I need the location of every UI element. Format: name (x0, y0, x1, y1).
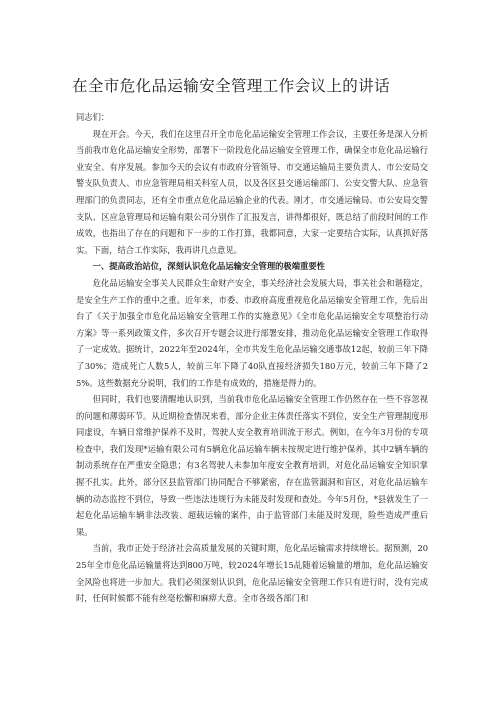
document-body (76, 109, 428, 607)
paragraph-1: 现在开会。今天，我们在这里召开全市危化品运输安全管理工作会议，主要任务是深入分析当前我市危化品运输安全形势，部署下一阶段危化品运输安全管理工作，确保全市危化品运输行业安全、有序发展。参加今天的会议有市政府分管领导、市交通运输局主要负责人、市公安局交警支队负责人、市应急管理局相关科室人员，以及各区县交通运输部门、公安交警大队、应急管理部门的负责同志，还有全市重点危化品运输企业的代表。刚才，市交通运输局、市公安局交警支队、区应急管理局和运输有限公司分别作了汇报发言，讲得都很好，既总结了前段时间的工作成效，也指出了存在的问题和下一步的工作打算，我都同意，大家一定要结合实际，认真抓好落实。下面，结合工作实际，我再讲几点意见。 (76, 128, 428, 255)
section-heading-1: 一、提高政治站位，深刻认识危化品运输安全管理的极端重要性 (92, 261, 325, 272)
paragraph-4: 当前，我市正处于经济社会高质量发展的关键时期，危化品运输需求持续增长。据预测，2025年全市危化品运输量将达到800万吨，较2024年增长15乩随着运输量的增加，危化品运输安全风险也将进一步加大。我们必须深刻认识到，危化品运输安全管理工作只有进行时，没有完成时，任何时候都不能有丝毫松懈和麻痹大意。全市各级各部门和 (76, 543, 428, 604)
document-title: 在全市危化品运输安全管理工作会议上的讲话 (72, 77, 391, 95)
greeting: 同志们： (76, 112, 110, 122)
paragraph-2: 危化品运输安全事关人民群众生命财产安全，事关经济社会发展大局，事关社会和谐稳定，是安全生产工作的重中之重。近年来，市委、市政府高度重视危化品运输安全管理工作，先后出台了《关于加强全市危化品运输安全管理工作的实施意见》《全市危化品运输安全专项整治行动方案》等一系列政策文件，多次召开专题会议进行部署安排，推动危化品运输安全管理工作取得了一定成效。据统计，2022年至2024年，全市共发生危化品运输交通事故12起，较前三年下降了30%；造成死亡人数5人，较前三年下降了40队直接经济损失180万元，较前三年下降了25%。这些数据充分说明，我们的工作是有成效的，措施是得力的。 (76, 277, 428, 388)
paragraph-3: 但同时，我们也要清醒地认识到，当前我市危化品运输安全管理工作仍然存在一些不容忽视的问题和薄弱环节。从近期检查情况来看，部分企业主体责任落实不到位，安全生产管理制度形同虚设，车辆日常维护保养不及时，驾驶人安全教育培训流于形式。例如，在今年3月份的专项检查中，我们发现*运输有限公司有5辆危化品运输车辆未按规定进行维护保养，其中2辆车辆的制动系统存在严重安全隐患；有3名驾驶人未参加年度安全教育培训，对危化品运输安全知识掌握不扎实。此外，部分区县监管部门协同配合不够紧密，存在监管漏洞和盲区，对危化品运输车辆的动态监控不到位，导致一些违法违规行为未能及时发现和查处。今年5月份，*县就发生了一起危化品运输车辆非法改装、超载运输的案件，由于监管部门未能及时发现，险些造成严重后果。 (76, 394, 428, 537)
